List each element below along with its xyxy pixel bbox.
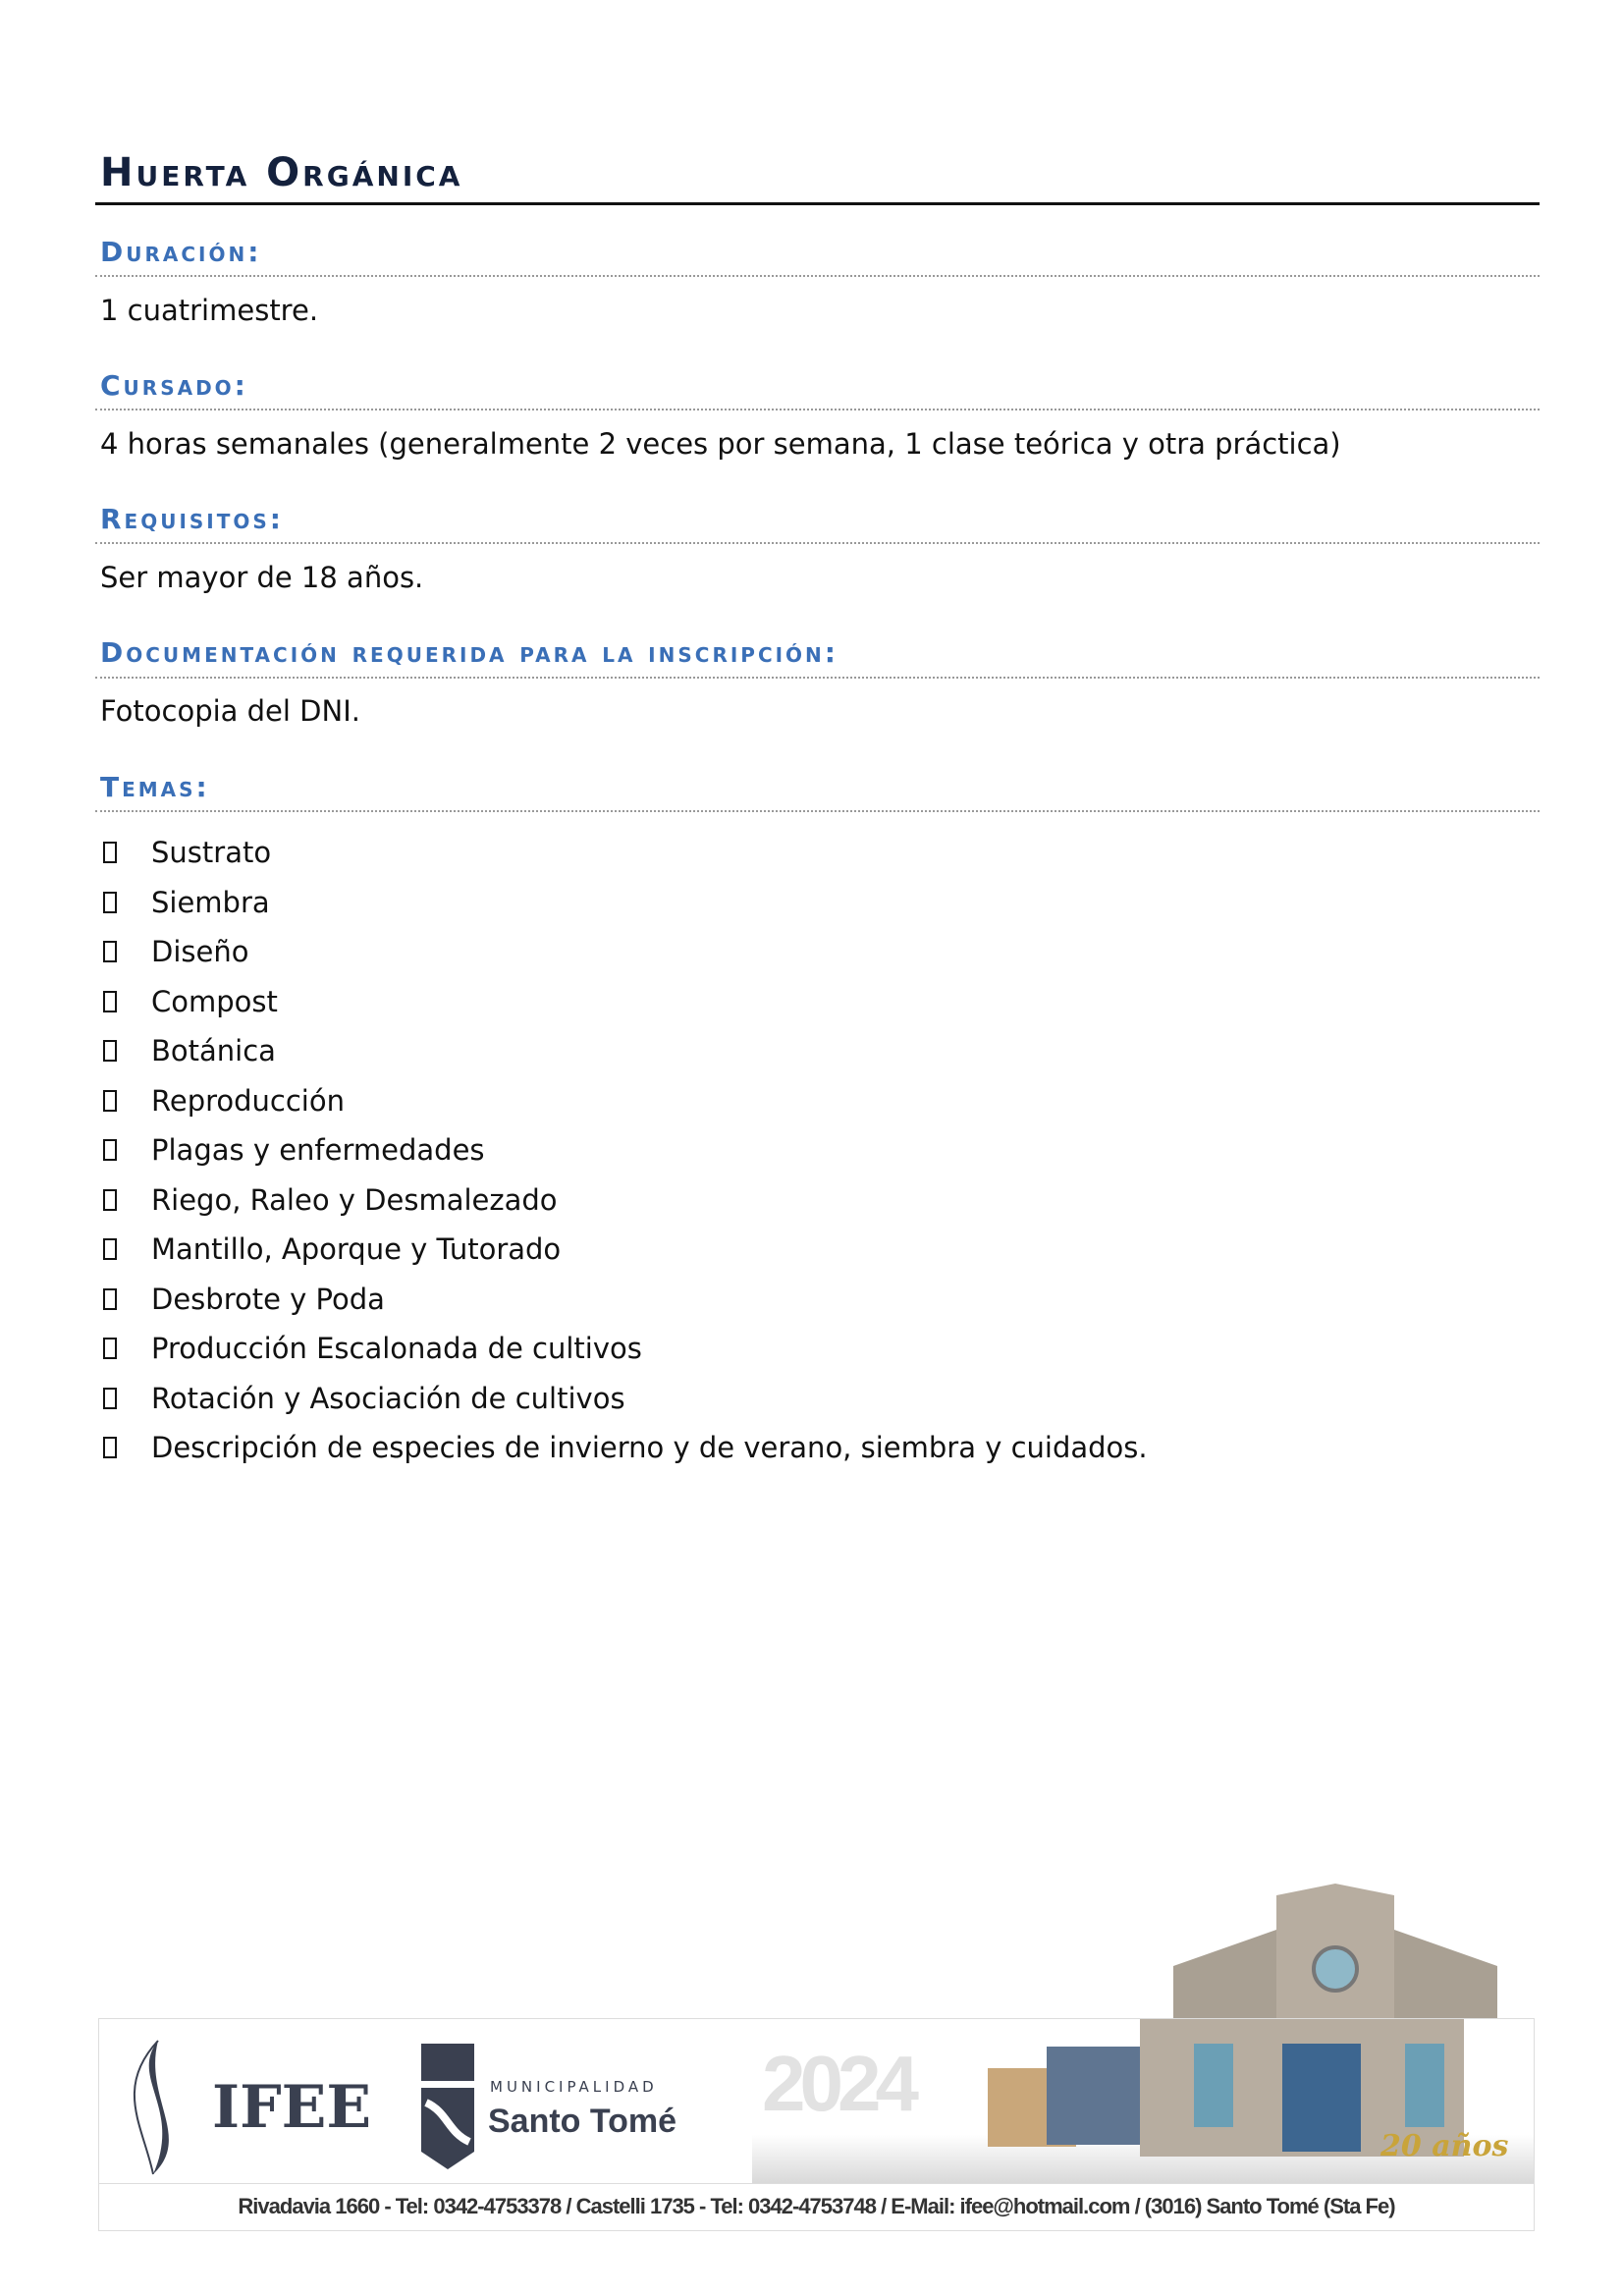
list-item [100,1374,1148,1424]
heading-cursado: Cursado: [100,369,248,402]
window [1194,2044,1233,2127]
list-item [100,878,1148,928]
temas-list [100,828,1148,1473]
ifee-flame-logo [124,2039,192,2176]
list-item-text: Botánica [151,1034,276,1068]
checkbox-icon [103,1437,117,1458]
list-item [100,1225,1148,1275]
list-item-text: Reproducción [151,1083,345,1118]
list-item-text: Diseño [151,935,249,969]
anniversary-badge: 20 años [1380,2129,1509,2163]
heading-documentacion: Documentación requerida para la inscripción: [100,636,839,669]
list-item-text: Compost [151,984,278,1018]
door [1282,2044,1361,2152]
list-item-text: Riego, Raleo y Desmalezado [151,1182,558,1217]
text-cursado: 4 horas semanales (generalmente 2 veces por semana, 1 clase teórica y otra práctica) [100,427,1341,461]
checkbox-icon [103,1288,117,1310]
list-item-text: Desbrote y Poda [151,1282,385,1316]
checkbox-icon [103,1189,117,1211]
ifee-logo: IFEE [212,2073,372,2142]
divider [95,542,1540,544]
checkbox-icon [103,991,117,1012]
santo-tome-crest-icon [418,2044,477,2171]
building-illustration [1168,1876,1502,2023]
text-documentacion: Fotocopia del DNI. [100,694,360,728]
checkbox-icon [103,842,117,863]
heading-duracion: Duración: [100,236,262,268]
list-item [100,1076,1148,1126]
list-item-text: Plagas y enfermedades [151,1133,485,1168]
footer-address: Rivadavia 1660 - Tel: 0342-4753378 / Castelli 1735 - Tel: 0342-4753748 / E-Mail: ifee@hotmail.com / (3016) Santo Tomé (Sta Fe) [99,2183,1534,2230]
heading-temas: Temas: [100,771,210,803]
blue-building [1047,2047,1145,2145]
window [1405,2044,1444,2127]
list-item-text: Rotación y Asociación de cultivos [151,1381,625,1415]
list-item [100,1026,1148,1076]
list-item [100,1125,1148,1175]
divider [95,275,1540,277]
heading-requisitos: Requisitos: [100,503,284,535]
checkbox-icon [103,1338,117,1359]
list-item [100,1324,1148,1374]
checkbox-icon [103,1238,117,1260]
text-duracion: 1 cuatrimestre. [100,294,319,327]
page-title: Huerta Orgánica [100,150,463,195]
footer-banner [98,2018,1535,2231]
list-item-text: Sustrato [151,836,272,870]
divider [95,810,1540,812]
list-item-text: Producción Escalonada de cultivos [151,1332,642,1366]
divider [95,409,1540,410]
list-item [100,977,1148,1027]
checkbox-icon [103,892,117,913]
list-item-text: Mantillo, Aporque y Tutorado [151,1232,562,1267]
year-label: 2024 [762,2040,913,2127]
checkbox-icon [103,1388,117,1409]
list-item [100,1275,1148,1325]
list-item-text: Descripción de especies de invierno y de verano, siembra y cuidados. [151,1431,1148,1465]
list-item [100,927,1148,977]
title-rule [95,202,1540,205]
checkbox-icon [103,1139,117,1161]
list-item [100,1423,1148,1473]
list-item [100,1175,1148,1226]
divider [95,677,1540,679]
checkbox-icon [103,1040,117,1062]
text-requisitos: Ser mayor de 18 años. [100,561,424,594]
checkbox-icon [103,1090,117,1112]
list-item-text: Siembra [151,885,270,919]
checkbox-icon [103,941,117,962]
municipalidad-name: Santo Tomé [488,2103,677,2140]
list-item [100,828,1148,878]
building-scene [752,2019,1534,2184]
municipalidad-label: MUNICIPALIDAD [490,2078,658,2096]
